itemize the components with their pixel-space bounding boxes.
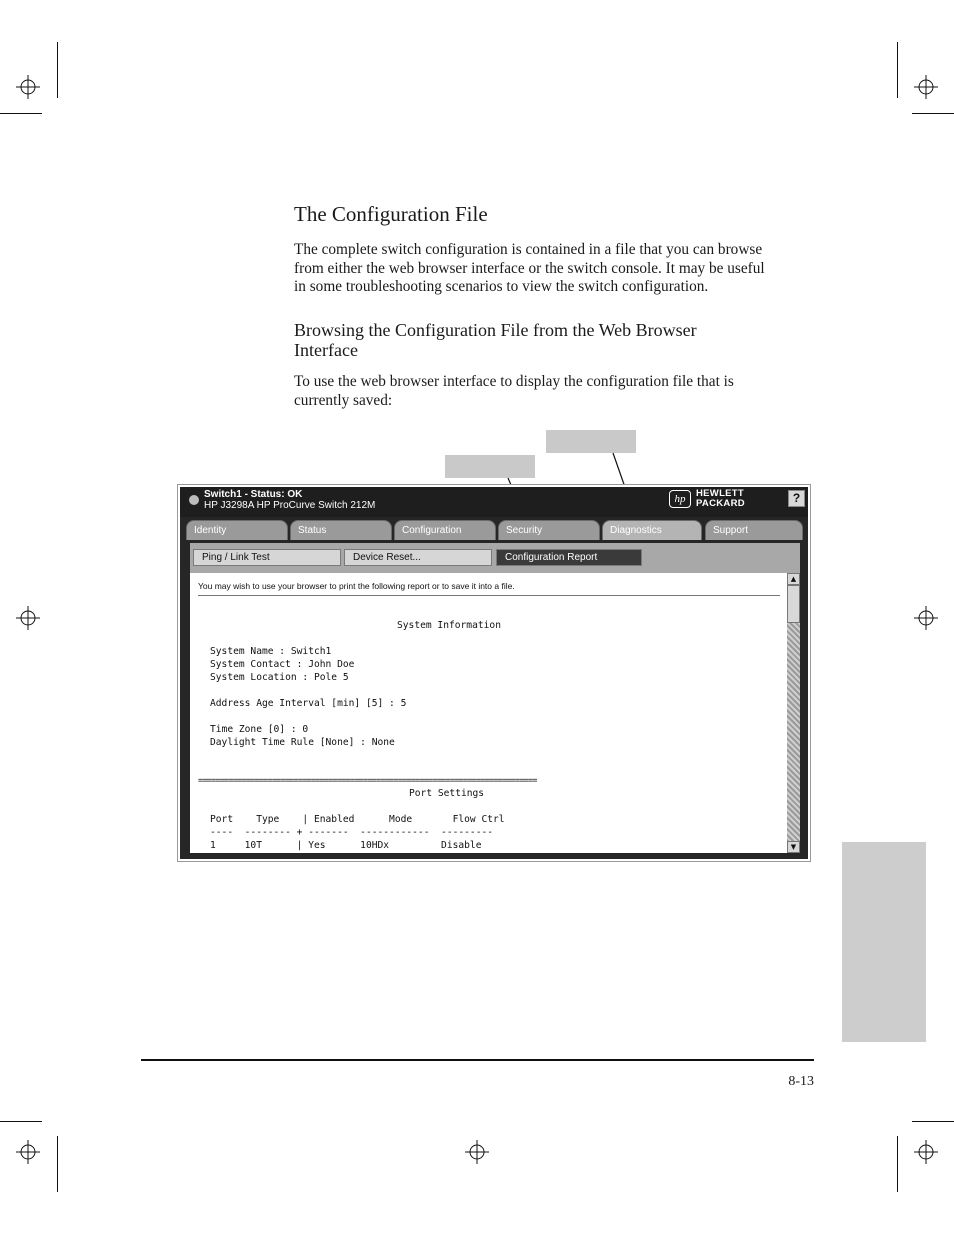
tab-diagnostics[interactable]: Diagnostics <box>602 520 702 540</box>
brand-line: HEWLETT <box>696 488 745 499</box>
report-line: Daylight Time Rule [None] : None <box>210 737 395 748</box>
title-bar <box>180 487 808 517</box>
port-table-header: Port Type | Enabled Mode Flow Ctrl <box>210 814 505 825</box>
screenshot-frame <box>177 484 811 862</box>
port-settings-heading: Port Settings <box>409 788 485 799</box>
ping-link-test-button[interactable]: Ping / Link Test <box>193 549 341 566</box>
brand-line: PACKARD <box>696 498 745 509</box>
intro-line: in some troubleshooting scenarios to view the switch configuration. <box>294 278 709 296</box>
brand-name <box>696 489 745 509</box>
device-reset-button[interactable]: Device Reset... <box>344 549 492 566</box>
intro-line: from either the web browser interface or the switch console. It may be useful <box>294 259 765 277</box>
scroll-thumb[interactable] <box>787 585 800 623</box>
report-line: System Name : Switch1 <box>210 646 332 657</box>
instruction-line: currently saved: <box>294 391 393 409</box>
subsection-title-line: Interface <box>294 340 358 360</box>
footer-rule <box>141 1059 814 1061</box>
report-line: Address Age Interval [min] [5] : 5 <box>210 698 407 709</box>
page-number: 8-13 <box>788 1074 814 1089</box>
model-line: HP J3298A HP ProCurve Switch 212M <box>204 500 376 511</box>
status-line: Switch1 - Status: OK <box>204 489 303 500</box>
chapter-side-tab <box>842 842 926 1042</box>
tab-identity[interactable]: Identity <box>186 520 288 540</box>
subtab-bar <box>190 543 800 573</box>
tab-security[interactable]: Security <box>498 520 600 540</box>
port-table-row: 1 10T | Yes 10HDx Disable <box>210 840 482 851</box>
section-title: The Configuration File <box>294 202 488 226</box>
scroll-up-icon[interactable]: ▲ <box>787 573 800 585</box>
report-line: System Contact : John Doe <box>210 659 355 670</box>
report-separator: ============================================================================== <box>198 775 537 785</box>
report-content <box>190 573 787 853</box>
tab-status[interactable]: Status <box>290 520 392 540</box>
report-line: System Location : Pole 5 <box>210 672 349 683</box>
intro-line: The complete switch configuration is contained in a file that you can browse <box>294 241 763 258</box>
port-table-divider: ---- -------- + ------- ------------ --------- <box>210 827 494 838</box>
help-button[interactable]: ? <box>788 490 805 507</box>
web-browser-interface <box>180 487 808 859</box>
configuration-report-button[interactable]: Configuration Report <box>496 549 642 566</box>
report-line: Time Zone [0] : 0 <box>210 724 309 735</box>
subsection-title-line: Browsing the Configuration File from the Web Browser <box>294 320 697 340</box>
report-intro: You may wish to use your browser to print the following report or to save it into a file. <box>198 581 515 591</box>
report-heading: System Information <box>397 620 501 631</box>
hp-logo-icon: hp <box>669 490 691 508</box>
tab-configuration[interactable]: Configuration <box>394 520 496 540</box>
instruction-line: To use the web browser interface to display the configuration file that is <box>294 373 734 390</box>
divider <box>198 595 780 596</box>
status-indicator-icon <box>189 495 199 505</box>
tab-support[interactable]: Support <box>705 520 803 540</box>
vertical-scrollbar[interactable] <box>787 573 800 853</box>
scroll-down-icon[interactable]: ▼ <box>787 841 800 853</box>
